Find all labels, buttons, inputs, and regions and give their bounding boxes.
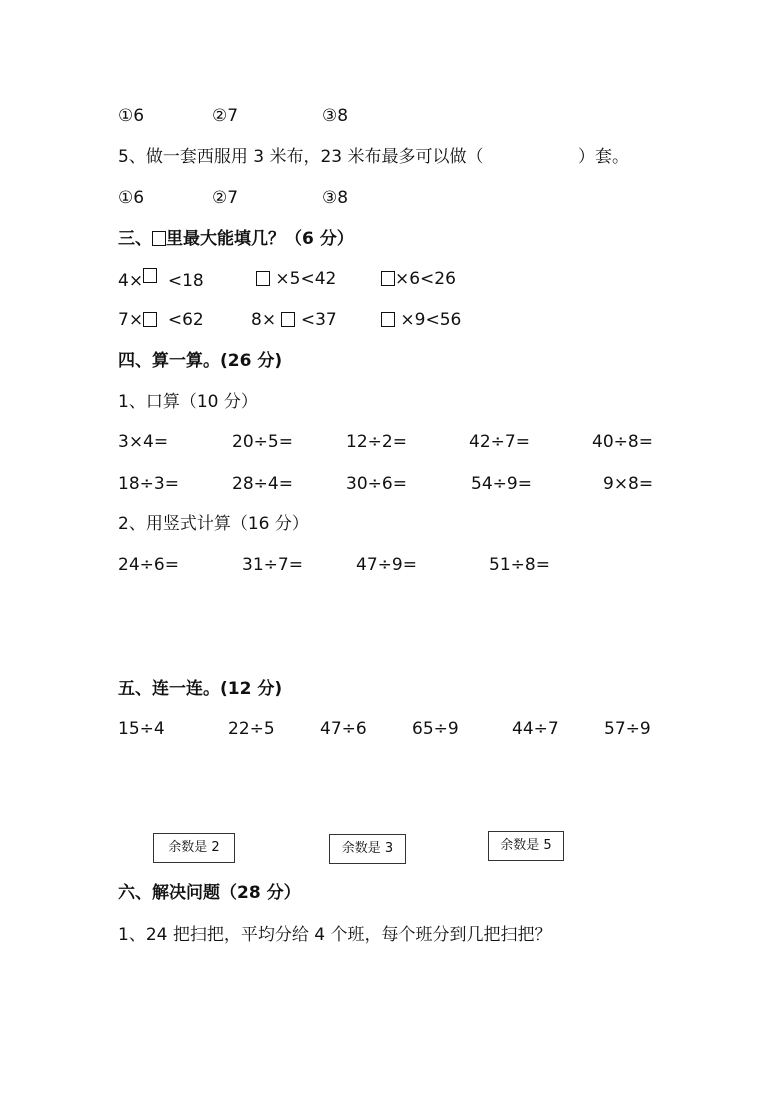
fill-item-suffix: ×5<42 <box>270 269 337 289</box>
fill-item-4 <box>118 309 204 331</box>
q5-option-2: ②7 <box>212 188 239 208</box>
q4-option-2: ②7 <box>212 106 239 126</box>
section3-title-suffix: 里最大能填几？（6 分） <box>166 229 354 249</box>
vertical-calc-heading: 2、用竖式计算（16 分） <box>118 514 309 534</box>
vertical-calc-item: 24÷6= <box>118 555 179 575</box>
section3-title <box>118 228 354 250</box>
oral-calc-item: 12÷2= <box>346 432 407 452</box>
q5-question-right: ）套。 <box>578 147 629 167</box>
blank-box[interactable] <box>381 271 395 286</box>
blank-box[interactable] <box>281 312 295 327</box>
q5-option-3: ③8 <box>322 188 349 208</box>
oral-calc-item: 18÷3= <box>118 474 179 494</box>
oral-calc-item: 54÷9= <box>471 474 532 494</box>
blank-box[interactable] <box>256 271 270 286</box>
fill-item-prefix: 4× <box>118 271 144 291</box>
fill-item-suffix: <62 <box>157 310 204 330</box>
fill-item-1 <box>118 268 204 292</box>
oral-calc-item: 30÷6= <box>346 474 407 494</box>
oral-calc-item: 40÷8= <box>592 432 653 452</box>
remainder-box-2: 余数是 2 <box>153 833 235 863</box>
match-item: 57÷9 <box>604 719 651 739</box>
fill-item-suffix: <18 <box>157 271 204 291</box>
oral-calc-item: 28÷4= <box>232 474 293 494</box>
match-item: 44÷7 <box>512 719 559 739</box>
fill-item-suffix: <37 <box>295 310 337 330</box>
q4-option-1: ①6 <box>118 106 145 126</box>
fill-item-6 <box>381 309 461 331</box>
section4-title: 四、算一算。(26 分) <box>118 351 283 371</box>
oral-calc-item: 3×4= <box>118 432 169 452</box>
fill-item-suffix: ×9<56 <box>395 310 462 330</box>
match-item: 15÷4 <box>118 719 165 739</box>
match-item: 65÷9 <box>412 719 459 739</box>
q5-question-left: 5、做一套西服用 3 米布，23 米布最多可以做（ <box>118 147 484 167</box>
fill-item-3 <box>381 268 456 290</box>
vertical-calc-item: 47÷9= <box>356 555 417 575</box>
remainder-box-5: 余数是 5 <box>488 831 564 861</box>
q4-option-3: ③8 <box>322 106 349 126</box>
oral-calc-item: 20÷5= <box>232 432 293 452</box>
problem-1: 1、24 把扫把，平均分给 4 个班，每个班分到几把扫把？ <box>118 925 552 945</box>
oral-calc-heading: 1、口算（10 分） <box>118 392 258 412</box>
remainder-box-3: 余数是 3 <box>329 834 406 864</box>
fill-item-5 <box>251 309 337 331</box>
fill-item-prefix: 7× <box>118 310 144 330</box>
fill-item-2 <box>256 268 336 290</box>
vertical-calc-item: 51÷8= <box>489 555 550 575</box>
blank-box <box>152 231 166 246</box>
match-item: 22÷5 <box>228 719 275 739</box>
fill-item-suffix: ×6<26 <box>395 269 456 289</box>
blank-box[interactable] <box>143 312 157 327</box>
oral-calc-item: 42÷7= <box>469 432 530 452</box>
fill-item-prefix: 8× <box>251 310 282 330</box>
match-item: 47÷6 <box>320 719 367 739</box>
blank-box[interactable] <box>381 312 395 327</box>
q5-option-1: ①6 <box>118 188 145 208</box>
section3-title-prefix: 三、 <box>118 229 152 249</box>
oral-calc-item: 9×8= <box>603 474 654 494</box>
section6-title: 六、解决问题（28 分） <box>118 883 301 903</box>
blank-box[interactable] <box>143 268 157 283</box>
section5-title: 五、连一连。(12 分) <box>118 679 283 699</box>
vertical-calc-item: 31÷7= <box>242 555 303 575</box>
